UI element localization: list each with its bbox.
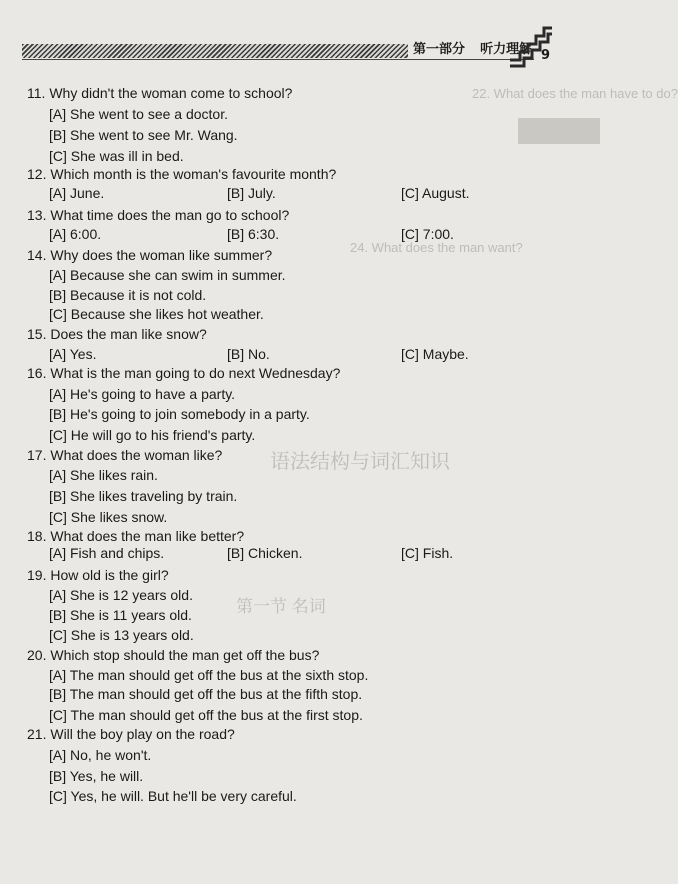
option-21b: [B] Yes, he will.: [49, 768, 144, 784]
question-15: 15. Does the man like snow?: [27, 326, 207, 342]
option-20b: [B] The man should get off the bus at the fifth stop.: [49, 686, 363, 702]
option-18b: [B] Chicken.: [227, 545, 303, 561]
option-17b: [B] She likes traveling by train.: [49, 488, 238, 504]
part-name: 听力理解: [480, 42, 533, 57]
question-21: 21. Will the boy play on the road?: [27, 726, 235, 742]
option-16a: [A] He's going to have a party.: [49, 386, 236, 402]
bleed-through-text: 第一节 名词: [236, 597, 326, 616]
option-12a: [A] June.: [49, 185, 105, 201]
option-21c: [C] Yes, he will. But he'll be very careful.: [49, 788, 297, 804]
option-14a: [A] Because she can swim in summer.: [49, 267, 286, 283]
question-20: 20. Which stop should the man get off the bus?: [27, 647, 320, 663]
option-17c: [C] She likes snow.: [49, 509, 168, 525]
option-11c: [C] She was ill in bed.: [49, 148, 184, 164]
option-13c: [C] 7:00.: [401, 226, 454, 242]
option-20a: [A] The man should get off the bus at the sixth stop.: [49, 667, 369, 683]
option-19c: [C] She is 13 years old.: [49, 627, 194, 643]
option-20c: [C] The man should get off the bus at the first stop.: [49, 707, 363, 723]
question-19: 19. How old is the girl?: [27, 567, 169, 583]
bleed-through-text: 语法结构与词汇知识: [270, 451, 450, 473]
question-12: 12. Which month is the woman's favourite month?: [27, 166, 337, 182]
option-13b: [B] 6:30.: [227, 226, 280, 242]
bleed-through-text: 24. What does the man want?: [350, 240, 523, 255]
option-12c: [C] August.: [401, 185, 470, 201]
question-18: 18. What does the man like better?: [27, 528, 245, 544]
question-17: 17. What does the woman like?: [27, 447, 223, 463]
option-16c: [C] He will go to his friend's party.: [49, 427, 256, 443]
page-number: 9: [541, 48, 551, 63]
question-14: 14. Why does the woman like summer?: [27, 247, 273, 263]
option-19a: [A] She is 12 years old.: [49, 587, 193, 603]
option-14b: [B] Because it is not cold.: [49, 287, 207, 303]
option-13a: [A] 6:00.: [49, 226, 102, 242]
question-13: 13. What time does the man go to school?: [27, 207, 290, 223]
option-18a: [A] Fish and chips.: [49, 545, 165, 561]
bleed-through-band: [518, 118, 600, 144]
option-11a: [A] She went to see a doctor.: [49, 106, 228, 122]
option-12b: [B] July.: [227, 185, 276, 201]
question-16: 16. What is the man going to do next Wednesday?: [27, 365, 341, 381]
header-hatch-band: [22, 44, 408, 58]
question-11: 11. Why didn't the woman come to school?: [27, 85, 293, 101]
option-19b: [B] She is 11 years old.: [49, 607, 192, 623]
option-15a: [A] Yes.: [49, 346, 97, 362]
part-label: 第一部分: [413, 42, 466, 57]
option-16b: [B] He's going to join somebody in a party.: [49, 406, 310, 422]
option-18c: [C] Fish.: [401, 545, 454, 561]
bleed-through-text: 22. What does the man have to do?: [472, 86, 678, 101]
option-14c: [C] Because she likes hot weather.: [49, 306, 264, 322]
option-11b: [B] She went to see Mr. Wang.: [49, 127, 238, 143]
option-15b: [B] No.: [227, 346, 270, 362]
option-15c: [C] Maybe.: [401, 346, 469, 362]
option-17a: [A] She likes rain.: [49, 467, 158, 483]
option-21a: [A] No, he won't.: [49, 747, 152, 763]
